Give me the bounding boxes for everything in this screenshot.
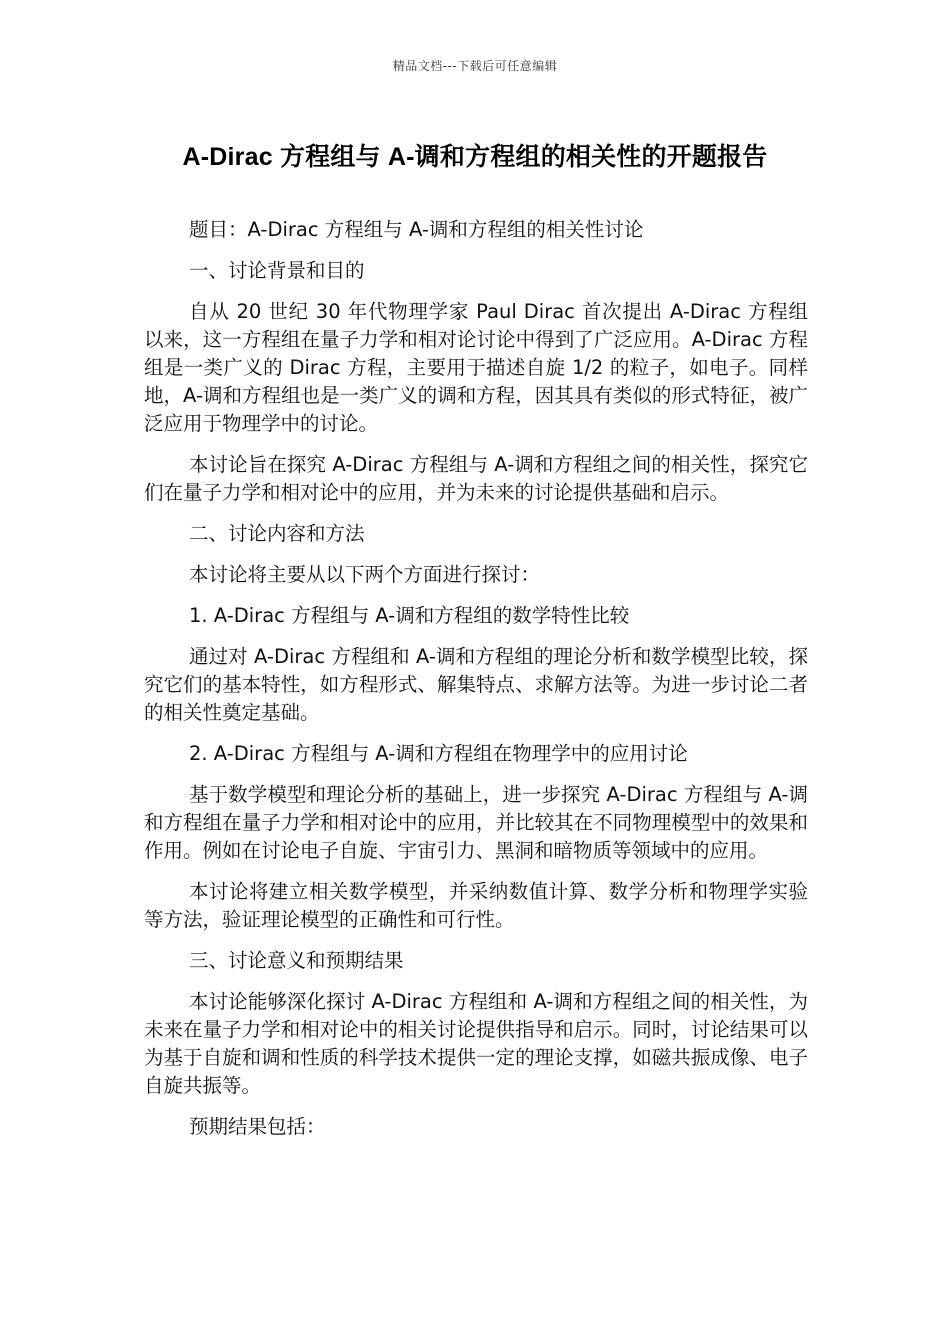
purpose-paragraph: 本讨论旨在探究 A-Dirac 方程组与 A-调和方程组之间的相关性，探究它们在量子力学和相对论中的应用，并为未来的讨论提供基础和启示。 — [144, 453, 808, 504]
subheading-physics-application: 2. A-Dirac 方程组与 A-调和方程组在物理学中的应用讨论 — [189, 742, 688, 765]
header-note: 精品文档---下载后可任意编辑 — [392, 59, 558, 73]
expected-results-intro: 预期结果包括： — [189, 1115, 326, 1138]
section-heading-content-methods: 二、讨论内容和方法 — [189, 522, 365, 545]
math-comparison-paragraph: 通过对 A-Dirac 方程组和 A-调和方程组的理论分析和数学模型比较，探究它们的基本特性，如方程形式、解集特点、求解方法等。为进一步讨论二者的相关性奠定基础。 — [144, 645, 808, 724]
background-paragraph: 自从 20 世纪 30 年代物理学家 Paul Dirac 首次提出 A-Dirac 方程组以来，这一方程组在量子力学和相对论讨论中得到了广泛应用。A-Dirac 方程组是一类广义的 Dirac 方程，主要用于描述自旋 1/2 的粒子，如电子。同样地，A-调和方程组也是一类广义的调和方程，因其具有类似的形式特征，被广泛应用于物理学中的讨论。 — [144, 300, 808, 435]
methods-intro: 本讨论将主要从以下两个方面进行探讨： — [189, 563, 541, 586]
document-title: A-Dirac 方程组与 A-调和方程组的相关性的开题报告 — [182, 143, 768, 171]
section-heading-background: 一、讨论背景和目的 — [189, 259, 365, 282]
section-heading-significance: 三、讨论意义和预期结果 — [189, 949, 404, 972]
significance-paragraph: 本讨论能够深化探讨 A-Dirac 方程组和 A-调和方程组之间的相关性，为未来在量子力学和相对论中的相关讨论提供指导和启示。同时，讨论结果可以为基于自旋和调和性质的科学技术提供一定的理论支撑，如磁共振成像、电子自旋共振等。 — [144, 990, 808, 1097]
physics-application-paragraph: 基于数学模型和理论分析的基础上，进一步探究 A-Dirac 方程组与 A-调和方程组在量子力学和相对论中的应用，并比较其在不同物理模型中的效果和作用。例如在讨论电子自旋、宇宙引力、黑洞和暗物质等领域中的应用。 — [144, 783, 808, 862]
document-body — [144, 216, 808, 1154]
methods-paragraph: 本讨论将建立相关数学模型，并采纳数值计算、数学分析和物理学实验等方法，验证理论模型的正确性和可行性。 — [144, 880, 808, 931]
subheading-math-comparison: 1. A-Dirac 方程组与 A-调和方程组的数学特性比较 — [189, 604, 630, 627]
topic-line: 题目：A-Dirac 方程组与 A-调和方程组的相关性讨论 — [189, 218, 644, 241]
